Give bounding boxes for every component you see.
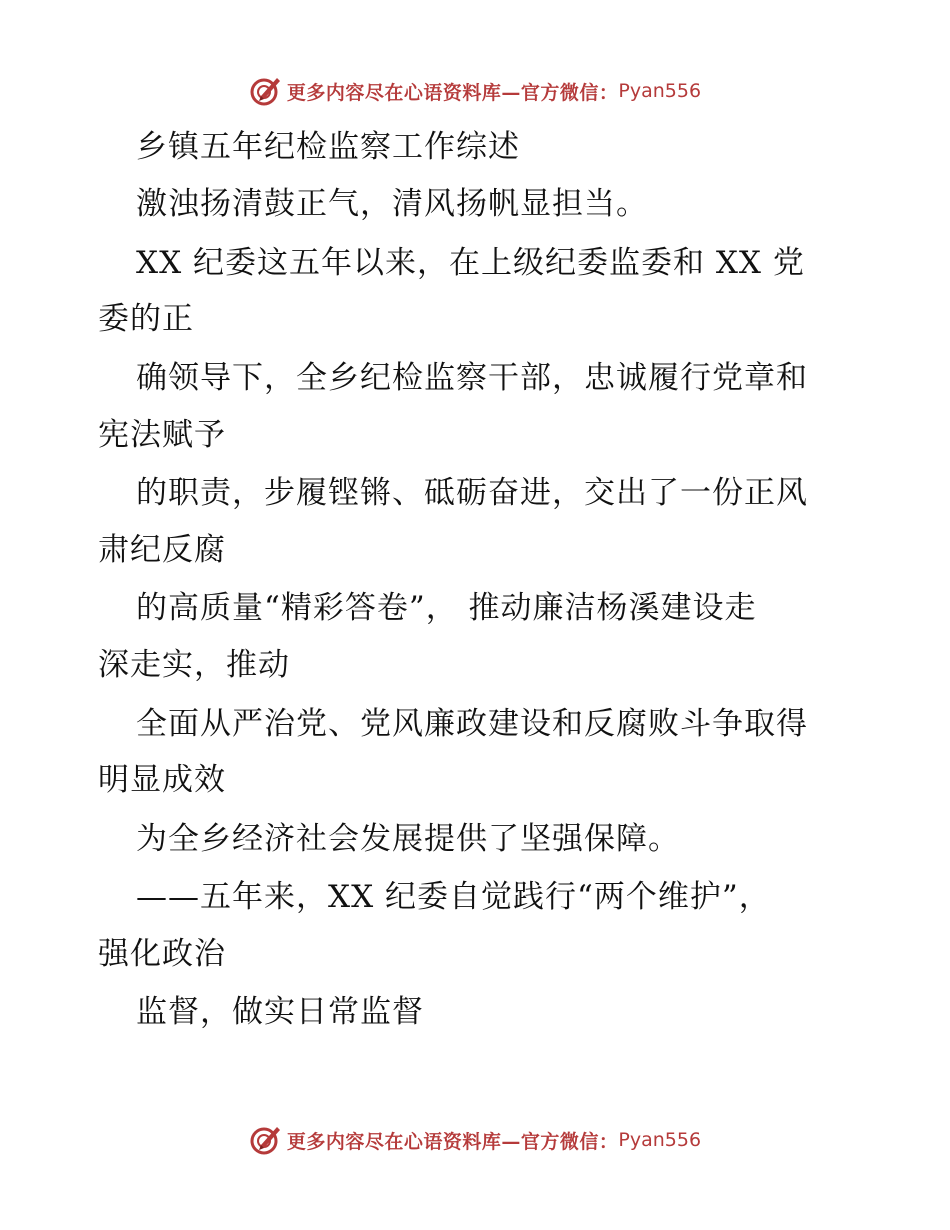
paragraph-line: 深走实，推动 [98, 647, 290, 683]
footer-wechat-id: Pyan556 [618, 1129, 702, 1151]
footer-banner [0, 1120, 950, 1160]
paragraph-line: 监督，做实日常监督 [136, 994, 424, 1030]
paragraph-line: 明显成效 [98, 762, 226, 798]
paragraph-line: 确领导下，全乡纪检监察干部，忠诚履行党章和 [136, 360, 808, 396]
paragraph-line: 委的正 [98, 301, 194, 337]
paragraph-line: 强化政治 [98, 936, 226, 972]
header-banner [0, 71, 950, 111]
header-wechat-id: Pyan556 [618, 80, 702, 102]
document-title: 乡镇五年纪检监察工作综述 [136, 129, 520, 165]
footer-brand-text: 更多内容尽在心语资料库—官方微信： [286, 1130, 619, 1153]
brand-logo-icon [249, 74, 283, 108]
header-brand-text: 更多内容尽在心语资料库—官方微信： [286, 81, 619, 104]
paragraph-line: ——五年来，XX 纪委自觉践行“两个维护”， [136, 879, 771, 915]
paragraph-line: 全面从严治党、党风廉政建设和反腐败斗争取得 [136, 706, 808, 742]
brand-logo-icon [249, 1123, 283, 1157]
paragraph-line: XX 纪委这五年以来，在上级纪委监委和 XX 党 [136, 245, 805, 281]
paragraph-line: 宪法赋予 [98, 417, 226, 453]
paragraph-line: 的高质量“精彩答卷”， 推动廉洁杨溪建设走 [136, 590, 757, 626]
paragraph-line: 肃纪反腐 [98, 532, 226, 568]
paragraph-line: 为全乡经济社会发展提供了坚强保障。 [136, 821, 680, 857]
paragraph-line: 激浊扬清鼓正气，清风扬帆显担当。 [136, 186, 648, 222]
paragraph-line: 的职责，步履铿锵、砥砺奋进，交出了一份正风 [136, 475, 808, 511]
